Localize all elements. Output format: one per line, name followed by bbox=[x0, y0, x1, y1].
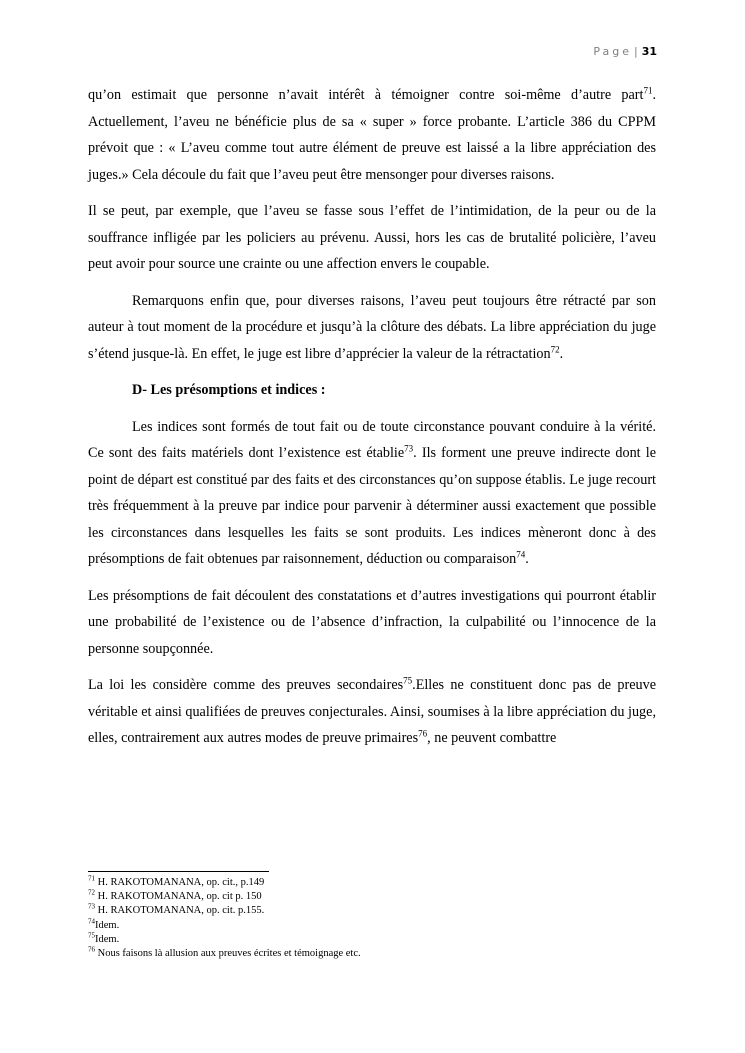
paragraph-text: , ne peuvent combattre bbox=[427, 730, 557, 746]
paragraph-text: Remarquons enfin que, pour diverses raisons, l’aveu peut toujours être rétracté par son auteur à tout moment de la procédure et jusqu’à la clôture des débats. La libre appréciation du juge s’étend jusque-là. En effet, le juge est libre d’apprécier la valeur de la rétractation bbox=[88, 292, 656, 362]
paragraph-text: . Ils forment une preuve indirecte dont le point de départ est constitué par des faits et des circonstances qu’on suppose établis. Le juge recourt très fréquemment à la preuve par indice pour parvenir à déterminer aussi exactement que possible les circonstances dans lesquelles les faits se sont produits. Les indices mèneront donc à des présomptions de fait obtenues par raisonnement, déduction ou comparaison bbox=[88, 445, 656, 567]
paragraph-5 bbox=[88, 583, 656, 663]
footnote-number: 76 bbox=[88, 945, 95, 954]
footnote-73 bbox=[88, 904, 648, 918]
header-separator: | bbox=[633, 45, 638, 58]
footnote-number: 75 bbox=[88, 931, 95, 940]
paragraph-2 bbox=[88, 198, 656, 278]
paragraph-text: La loi les considère comme des preuves secondaires bbox=[88, 677, 404, 693]
footnote-text: H. RAKOTOMANANA, op. cit. p.155. bbox=[95, 905, 265, 917]
footnote-text: H. RAKOTOMANANA, op. cit., p.149 bbox=[95, 877, 265, 888]
paragraph-text: . Actuellement, l’aveu ne bénéficie plus de sa « super » force probante. L’article 386 du CPPM prévoit que : « L’aveu comme tout autre élément de preuve est laissé a la libre appréciation des juges.» Cela découle du fait que l’aveu peut être mensonger pour diverses raisons. bbox=[88, 87, 656, 183]
footnote-71 bbox=[88, 876, 648, 890]
footnote-text: H. RAKOTOMANANA, op. cit p. 150 bbox=[95, 891, 262, 903]
footnote-74 bbox=[88, 919, 648, 933]
footnote-ref-73: 73 bbox=[404, 443, 414, 454]
paragraph-text: Les présomptions de fait découlent des constatations et d’autres investigations qui pourront établir une probabilité de l’existence ou de l’absence d’infraction, la culpabilité ou l’innocence de la personne soupçonnée. bbox=[88, 587, 656, 657]
paragraph-3 bbox=[88, 288, 656, 368]
paragraph-text: . bbox=[525, 551, 529, 567]
section-heading: D- Les présomptions et indices : bbox=[132, 382, 326, 398]
footnote-75 bbox=[88, 933, 648, 947]
paragraph-4 bbox=[88, 414, 656, 573]
footnote-ref-72: 72 bbox=[550, 343, 560, 354]
footnote-number: 71 bbox=[88, 874, 95, 883]
footnote-ref-75: 75 bbox=[403, 675, 413, 686]
page-label: Page bbox=[593, 45, 632, 58]
footnotes bbox=[88, 876, 648, 961]
footnote-number: 74 bbox=[88, 917, 95, 926]
page-number: 31 bbox=[641, 45, 657, 58]
footnote-separator bbox=[88, 871, 269, 872]
footnote-76 bbox=[88, 947, 648, 961]
paragraph-text: .Elles ne constituent donc pas de preuve véritable et ainsi qualifiées de preuves conjecturales. Ainsi, soumises à la libre appréciation du juge, elles, contrairement aux autres modes de preuve primaires bbox=[88, 677, 657, 746]
footnote-text: Idem. bbox=[95, 919, 120, 931]
paragraph-text: Les indices sont formés de tout fait ou de toute circonstance pouvant conduire à la vérité. Ce sont des faits matériels dont l’existence est établie bbox=[88, 418, 656, 461]
paragraph-text: qu’on estimait que personne n’avait intérêt à témoigner contre soi-même d’autre part bbox=[88, 87, 644, 103]
page-header bbox=[593, 45, 657, 58]
footnote-text: Nous faisons là allusion aux preuves écrites et témoignage etc. bbox=[95, 948, 361, 960]
footnote-ref-71: 71 bbox=[643, 85, 653, 96]
paragraph-text: . bbox=[559, 345, 564, 362]
footnote-ref-74: 74 bbox=[516, 549, 526, 560]
footnote-number: 73 bbox=[88, 902, 95, 911]
paragraph-text: Il se peut, par exemple, que l’aveu se fasse sous l’effet de l’intimidation, de la peur ou de la souffrance infligée par les policiers au prévenu. Aussi, hors les cas de brutalité policière, l’aveu peut avoir pour source une crainte ou une affection envers le coupable. bbox=[88, 203, 656, 272]
footnote-72 bbox=[88, 890, 648, 904]
footnote-text: Idem. bbox=[95, 933, 120, 945]
paragraph-1 bbox=[88, 82, 656, 188]
footnote-number: 72 bbox=[88, 888, 95, 897]
paragraph-6 bbox=[88, 672, 656, 752]
footnote-ref-76: 76 bbox=[418, 728, 428, 739]
body-text bbox=[88, 82, 656, 762]
